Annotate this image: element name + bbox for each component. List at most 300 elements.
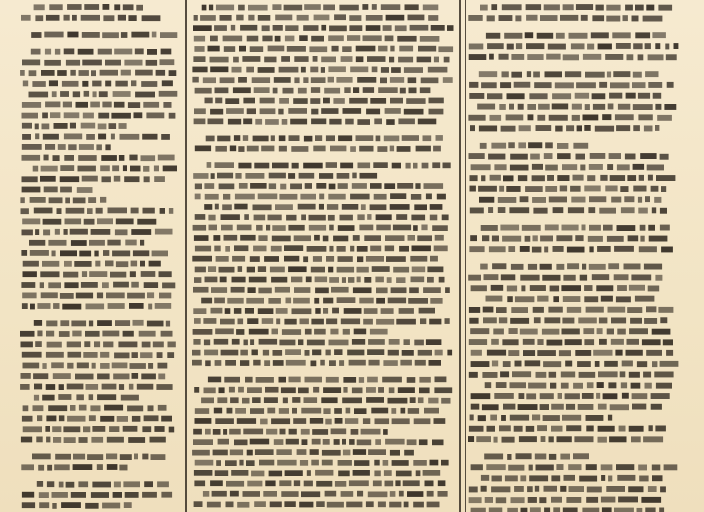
text-glyph-run xyxy=(471,508,486,512)
text-glyph-run xyxy=(78,166,96,172)
text-glyph-run xyxy=(37,415,42,421)
text-glyph-run xyxy=(139,331,156,337)
text-glyph-run xyxy=(558,393,562,399)
text-glyph-run xyxy=(280,429,286,435)
text-glyph-run xyxy=(115,229,128,235)
text-glyph-run xyxy=(31,32,41,38)
text-glyph-run xyxy=(294,480,300,486)
text-glyph-run xyxy=(195,460,214,466)
text-glyph-run xyxy=(52,426,61,432)
text-glyph-run xyxy=(376,136,381,142)
text-glyph-run xyxy=(536,465,554,471)
text-glyph-run xyxy=(294,77,299,83)
text-glyph-run xyxy=(648,225,655,231)
text-glyph-run xyxy=(242,398,250,404)
text-glyph-run xyxy=(62,304,81,310)
text-glyph-run xyxy=(269,471,283,477)
text-glyph-run xyxy=(618,104,630,110)
text-glyph-run xyxy=(633,164,645,170)
text-glyph-run xyxy=(528,142,542,148)
text-glyph-run xyxy=(128,102,140,108)
text-glyph-run xyxy=(262,318,274,324)
text-glyph-run xyxy=(411,215,425,221)
text-glyph-run xyxy=(502,437,515,443)
text-glyph-run xyxy=(603,225,613,231)
text-glyph-run xyxy=(118,15,126,21)
text-glyph-run xyxy=(248,15,254,21)
text-glyph-run xyxy=(437,194,446,200)
text-glyph-run xyxy=(92,426,105,432)
text-glyph-run xyxy=(427,491,434,497)
text-glyph-run xyxy=(47,465,52,471)
text-glyph-run xyxy=(620,371,626,377)
text-glyph-run xyxy=(367,214,371,220)
text-glyph-run xyxy=(229,429,241,435)
text-glyph-run xyxy=(399,308,414,314)
text-glyph-run xyxy=(660,225,670,231)
text-glyph-run xyxy=(499,317,507,323)
text-glyph-run xyxy=(470,328,489,334)
text-glyph-run xyxy=(520,475,526,481)
text-glyph-run xyxy=(527,104,536,110)
text-glyph-run xyxy=(609,153,621,159)
text-glyph-run xyxy=(380,78,387,84)
text-glyph-run xyxy=(599,208,616,214)
text-glyph-run xyxy=(525,186,543,192)
text-glyph-run xyxy=(646,306,656,312)
text-glyph-run xyxy=(169,113,176,119)
text-glyph-run xyxy=(372,266,390,272)
text-glyph-run xyxy=(154,426,164,432)
text-glyph-run xyxy=(66,482,75,488)
text-glyph-run xyxy=(544,508,550,512)
text-glyph-run xyxy=(106,293,125,299)
text-glyph-run xyxy=(39,492,49,498)
text-glyph-run xyxy=(72,15,77,21)
text-glyph-run xyxy=(588,207,595,213)
text-glyph-run xyxy=(243,135,248,141)
text-glyph-run xyxy=(204,350,218,356)
text-glyph-run xyxy=(375,439,381,445)
text-glyph-run xyxy=(97,218,113,224)
text-glyph-run xyxy=(109,123,117,129)
text-glyph-run xyxy=(374,119,382,125)
text-glyph-run xyxy=(217,397,227,403)
text-glyph-run xyxy=(105,60,121,66)
text-glyph-run xyxy=(161,49,172,55)
text-glyph-run xyxy=(219,267,235,273)
text-glyph-run xyxy=(146,60,158,66)
text-glyph-run xyxy=(225,98,239,104)
text-glyph-run xyxy=(300,460,308,466)
text-glyph-run xyxy=(509,328,518,334)
text-glyph-run xyxy=(55,229,60,235)
text-glyph-run xyxy=(217,173,233,179)
text-glyph-run xyxy=(233,57,239,63)
text-glyph-run xyxy=(484,274,499,280)
text-glyph-run xyxy=(244,340,248,346)
text-glyph-run xyxy=(264,57,276,63)
text-glyph-run xyxy=(131,282,139,288)
text-glyph-run xyxy=(260,108,276,114)
text-glyph-run xyxy=(666,54,677,60)
text-glyph-run xyxy=(520,246,530,252)
text-glyph-run xyxy=(383,460,389,466)
text-glyph-run xyxy=(385,235,405,241)
text-glyph-run xyxy=(256,225,263,231)
text-glyph-run xyxy=(529,93,547,99)
text-glyph-run xyxy=(86,304,105,310)
text-glyph-run xyxy=(137,384,154,390)
text-glyph-run xyxy=(646,350,662,356)
text-glyph-run xyxy=(501,415,506,421)
text-glyph-run xyxy=(471,285,487,291)
text-glyph-run xyxy=(346,408,351,414)
text-glyph-run xyxy=(22,502,35,508)
text-glyph-run xyxy=(556,264,564,270)
text-glyph-run xyxy=(202,5,207,11)
text-glyph-run xyxy=(525,32,534,38)
text-glyph-run xyxy=(87,208,93,214)
text-glyph-run xyxy=(260,98,275,104)
text-glyph-run xyxy=(422,163,429,169)
text-glyph-run xyxy=(434,246,448,252)
text-glyph-run xyxy=(366,256,384,262)
text-glyph-run xyxy=(246,67,254,73)
text-glyph-run xyxy=(239,183,248,189)
text-glyph-run xyxy=(254,87,270,93)
text-glyph-run xyxy=(561,372,575,378)
text-glyph-run xyxy=(220,319,235,325)
text-glyph-run xyxy=(344,308,362,314)
text-glyph-run xyxy=(469,487,478,493)
text-glyph-run xyxy=(294,56,308,62)
text-glyph-run xyxy=(81,123,96,129)
text-glyph-run xyxy=(401,408,406,414)
text-glyph-run xyxy=(37,303,50,309)
text-glyph-run xyxy=(130,363,146,369)
text-glyph-run xyxy=(386,119,395,125)
text-glyph-run xyxy=(60,165,74,171)
text-glyph-run xyxy=(248,287,256,293)
text-glyph-run xyxy=(120,454,132,460)
text-glyph-run xyxy=(544,4,560,10)
text-glyph-run xyxy=(194,108,206,114)
text-glyph-run xyxy=(43,219,62,225)
text-glyph-run xyxy=(67,384,84,390)
text-glyph-run xyxy=(21,464,34,470)
text-glyph-run xyxy=(404,450,414,456)
text-glyph-run xyxy=(322,460,333,466)
text-glyph-run xyxy=(298,339,303,345)
text-glyph-run xyxy=(540,264,552,270)
text-glyph-run xyxy=(60,187,72,193)
text-glyph-run xyxy=(576,82,596,88)
text-glyph-run xyxy=(607,236,624,242)
text-glyph-run xyxy=(110,272,126,278)
text-glyph-run xyxy=(660,154,669,160)
text-glyph-run xyxy=(421,78,439,84)
text-glyph-run xyxy=(649,425,653,431)
text-glyph-run xyxy=(544,153,553,159)
text-glyph-run xyxy=(102,32,119,38)
text-glyph-run xyxy=(584,125,590,131)
text-glyph-run xyxy=(490,415,497,421)
text-glyph-run xyxy=(442,215,449,221)
text-glyph-run xyxy=(137,219,156,225)
text-glyph-run xyxy=(537,33,554,39)
text-glyph-run xyxy=(471,464,483,470)
text-glyph-run xyxy=(666,350,673,356)
text-glyph-run xyxy=(21,282,35,288)
text-glyph-run xyxy=(352,388,363,394)
text-glyph-run xyxy=(516,453,532,459)
text-glyph-run xyxy=(441,398,450,404)
text-glyph-run xyxy=(266,429,277,435)
text-glyph-run xyxy=(550,286,560,292)
text-glyph-run xyxy=(377,146,387,152)
column-rule-right-b xyxy=(465,0,466,512)
text-glyph-run xyxy=(621,382,627,388)
text-glyph-run xyxy=(155,303,172,309)
text-glyph-run xyxy=(306,277,312,283)
text-glyph-run xyxy=(142,492,157,498)
text-glyph-run xyxy=(151,454,166,460)
text-glyph-run xyxy=(605,54,623,60)
text-glyph-run xyxy=(123,165,127,171)
text-glyph-run xyxy=(357,277,361,283)
text-glyph-run xyxy=(45,426,50,432)
text-glyph-run xyxy=(161,134,170,140)
text-glyph-run xyxy=(265,119,279,125)
text-glyph-run xyxy=(61,502,81,508)
text-glyph-run xyxy=(374,471,380,477)
text-glyph-run xyxy=(68,144,76,150)
text-glyph-run xyxy=(299,35,308,41)
text-glyph-run xyxy=(606,5,620,11)
text-glyph-run xyxy=(87,454,103,460)
text-glyph-run xyxy=(643,436,663,442)
text-glyph-run xyxy=(586,415,604,421)
text-glyph-run xyxy=(52,492,68,498)
text-glyph-run xyxy=(100,165,110,171)
text-glyph-run xyxy=(486,464,505,470)
text-glyph-run xyxy=(326,256,334,262)
text-glyph-run xyxy=(417,235,432,241)
text-glyph-run xyxy=(563,4,574,10)
text-glyph-run xyxy=(597,382,604,388)
text-glyph-run xyxy=(402,350,414,356)
text-glyph-run xyxy=(602,114,611,120)
text-glyph-run xyxy=(40,271,59,277)
text-glyph-run xyxy=(49,4,62,10)
text-glyph-run xyxy=(560,15,578,21)
text-glyph-run xyxy=(503,361,511,367)
text-glyph-run xyxy=(430,215,438,221)
text-glyph-run xyxy=(59,482,64,488)
text-glyph-run xyxy=(357,246,368,252)
text-glyph-run xyxy=(37,481,43,487)
text-glyph-run xyxy=(633,72,642,78)
text-glyph-run xyxy=(73,198,86,204)
text-glyph-run xyxy=(391,67,401,73)
text-glyph-run xyxy=(309,225,326,231)
text-glyph-run xyxy=(338,225,355,231)
text-glyph-run xyxy=(342,46,351,52)
text-glyph-run xyxy=(482,372,497,378)
text-glyph-run xyxy=(235,173,241,179)
text-glyph-run xyxy=(131,80,136,86)
text-glyph-run xyxy=(343,377,356,383)
text-glyph-run xyxy=(193,339,200,345)
text-glyph-run xyxy=(514,486,524,492)
text-glyph-run xyxy=(549,454,556,460)
text-glyph-run xyxy=(555,82,574,88)
text-glyph-run xyxy=(423,470,441,476)
text-glyph-run xyxy=(345,119,354,125)
illegible-text-middle xyxy=(192,0,454,512)
text-glyph-run xyxy=(111,134,115,140)
text-glyph-run xyxy=(77,363,89,369)
text-glyph-run xyxy=(469,497,482,503)
text-glyph-run xyxy=(299,502,313,508)
text-glyph-run xyxy=(253,360,260,366)
text-glyph-run xyxy=(109,426,119,432)
text-glyph-run xyxy=(652,465,661,471)
text-glyph-run xyxy=(64,15,70,21)
text-glyph-run xyxy=(341,56,353,62)
text-glyph-run xyxy=(134,454,138,460)
text-glyph-run xyxy=(33,405,44,411)
text-glyph-run xyxy=(43,134,59,140)
text-glyph-run xyxy=(30,250,49,256)
text-glyph-run xyxy=(94,341,100,347)
text-glyph-run xyxy=(354,329,367,335)
text-glyph-run xyxy=(597,328,603,334)
text-glyph-run xyxy=(235,408,246,414)
text-glyph-run xyxy=(23,363,40,369)
text-glyph-run xyxy=(315,288,329,294)
text-glyph-run xyxy=(557,436,572,442)
text-glyph-run xyxy=(435,235,444,241)
text-glyph-run xyxy=(481,475,489,481)
text-glyph-run xyxy=(92,482,111,488)
text-glyph-run xyxy=(504,33,522,39)
text-glyph-run xyxy=(90,102,100,108)
text-glyph-run xyxy=(29,70,37,76)
text-glyph-run xyxy=(435,350,443,356)
text-glyph-run xyxy=(526,426,535,432)
text-glyph-run xyxy=(236,329,244,335)
text-glyph-run xyxy=(60,320,69,326)
text-glyph-run xyxy=(70,123,76,129)
text-glyph-run xyxy=(239,46,246,52)
text-glyph-run xyxy=(22,60,40,66)
text-glyph-run xyxy=(354,460,369,466)
text-glyph-run xyxy=(648,286,660,292)
text-glyph-run xyxy=(606,16,620,22)
text-glyph-run xyxy=(96,144,102,150)
text-glyph-run xyxy=(370,204,387,210)
text-glyph-run xyxy=(533,208,547,214)
text-glyph-run xyxy=(353,449,366,455)
text-glyph-run xyxy=(469,153,485,159)
text-glyph-run xyxy=(644,126,653,132)
text-glyph-run xyxy=(419,377,430,383)
text-glyph-run xyxy=(337,267,355,273)
text-glyph-run xyxy=(169,70,177,76)
text-glyph-run xyxy=(315,277,328,283)
text-glyph-run xyxy=(503,404,515,410)
text-glyph-run xyxy=(648,175,653,181)
text-glyph-run xyxy=(547,340,563,346)
text-glyph-run xyxy=(402,135,419,141)
text-glyph-run xyxy=(235,194,255,200)
text-glyph-run xyxy=(132,416,141,422)
text-glyph-run xyxy=(363,35,382,41)
text-glyph-run xyxy=(479,126,497,132)
text-glyph-run xyxy=(31,49,41,55)
text-glyph-run xyxy=(443,77,453,83)
text-glyph-run xyxy=(386,256,406,262)
text-glyph-run xyxy=(541,436,546,442)
text-glyph-run xyxy=(648,54,664,60)
text-glyph-run xyxy=(586,497,598,503)
text-glyph-run xyxy=(370,183,382,189)
text-glyph-run xyxy=(408,235,416,241)
text-glyph-run xyxy=(654,197,661,203)
text-glyph-run xyxy=(211,287,227,293)
text-glyph-run xyxy=(326,350,331,356)
text-glyph-run xyxy=(499,104,506,110)
text-glyph-run xyxy=(361,429,381,435)
text-glyph-run xyxy=(398,119,415,125)
text-glyph-run xyxy=(272,329,279,335)
text-glyph-run xyxy=(131,32,149,38)
text-glyph-run xyxy=(611,339,624,345)
text-glyph-run xyxy=(301,215,306,221)
text-glyph-run xyxy=(117,416,128,422)
text-glyph-run xyxy=(258,67,275,73)
text-glyph-run xyxy=(288,225,304,231)
text-glyph-run xyxy=(323,5,335,11)
text-glyph-run xyxy=(263,350,269,356)
text-glyph-run xyxy=(140,261,145,267)
text-glyph-run xyxy=(586,464,597,470)
text-glyph-run xyxy=(64,437,76,443)
text-glyph-run xyxy=(574,436,593,442)
text-glyph-run xyxy=(397,36,416,42)
text-glyph-run xyxy=(250,256,260,262)
text-glyph-run xyxy=(208,119,224,125)
text-glyph-run xyxy=(471,164,491,170)
text-glyph-run xyxy=(240,350,248,356)
text-glyph-run xyxy=(428,15,438,21)
text-glyph-run xyxy=(44,187,58,193)
text-glyph-run xyxy=(304,136,313,142)
text-glyph-run xyxy=(260,419,268,425)
text-glyph-run xyxy=(469,82,478,88)
text-glyph-run xyxy=(71,240,87,246)
text-glyph-run xyxy=(111,113,130,119)
text-glyph-run xyxy=(119,155,125,161)
text-glyph-run xyxy=(301,67,306,73)
text-glyph-run xyxy=(247,387,262,393)
text-glyph-run xyxy=(213,429,221,435)
text-glyph-run xyxy=(564,475,576,481)
text-glyph-run xyxy=(70,229,88,235)
text-glyph-run xyxy=(148,304,152,310)
